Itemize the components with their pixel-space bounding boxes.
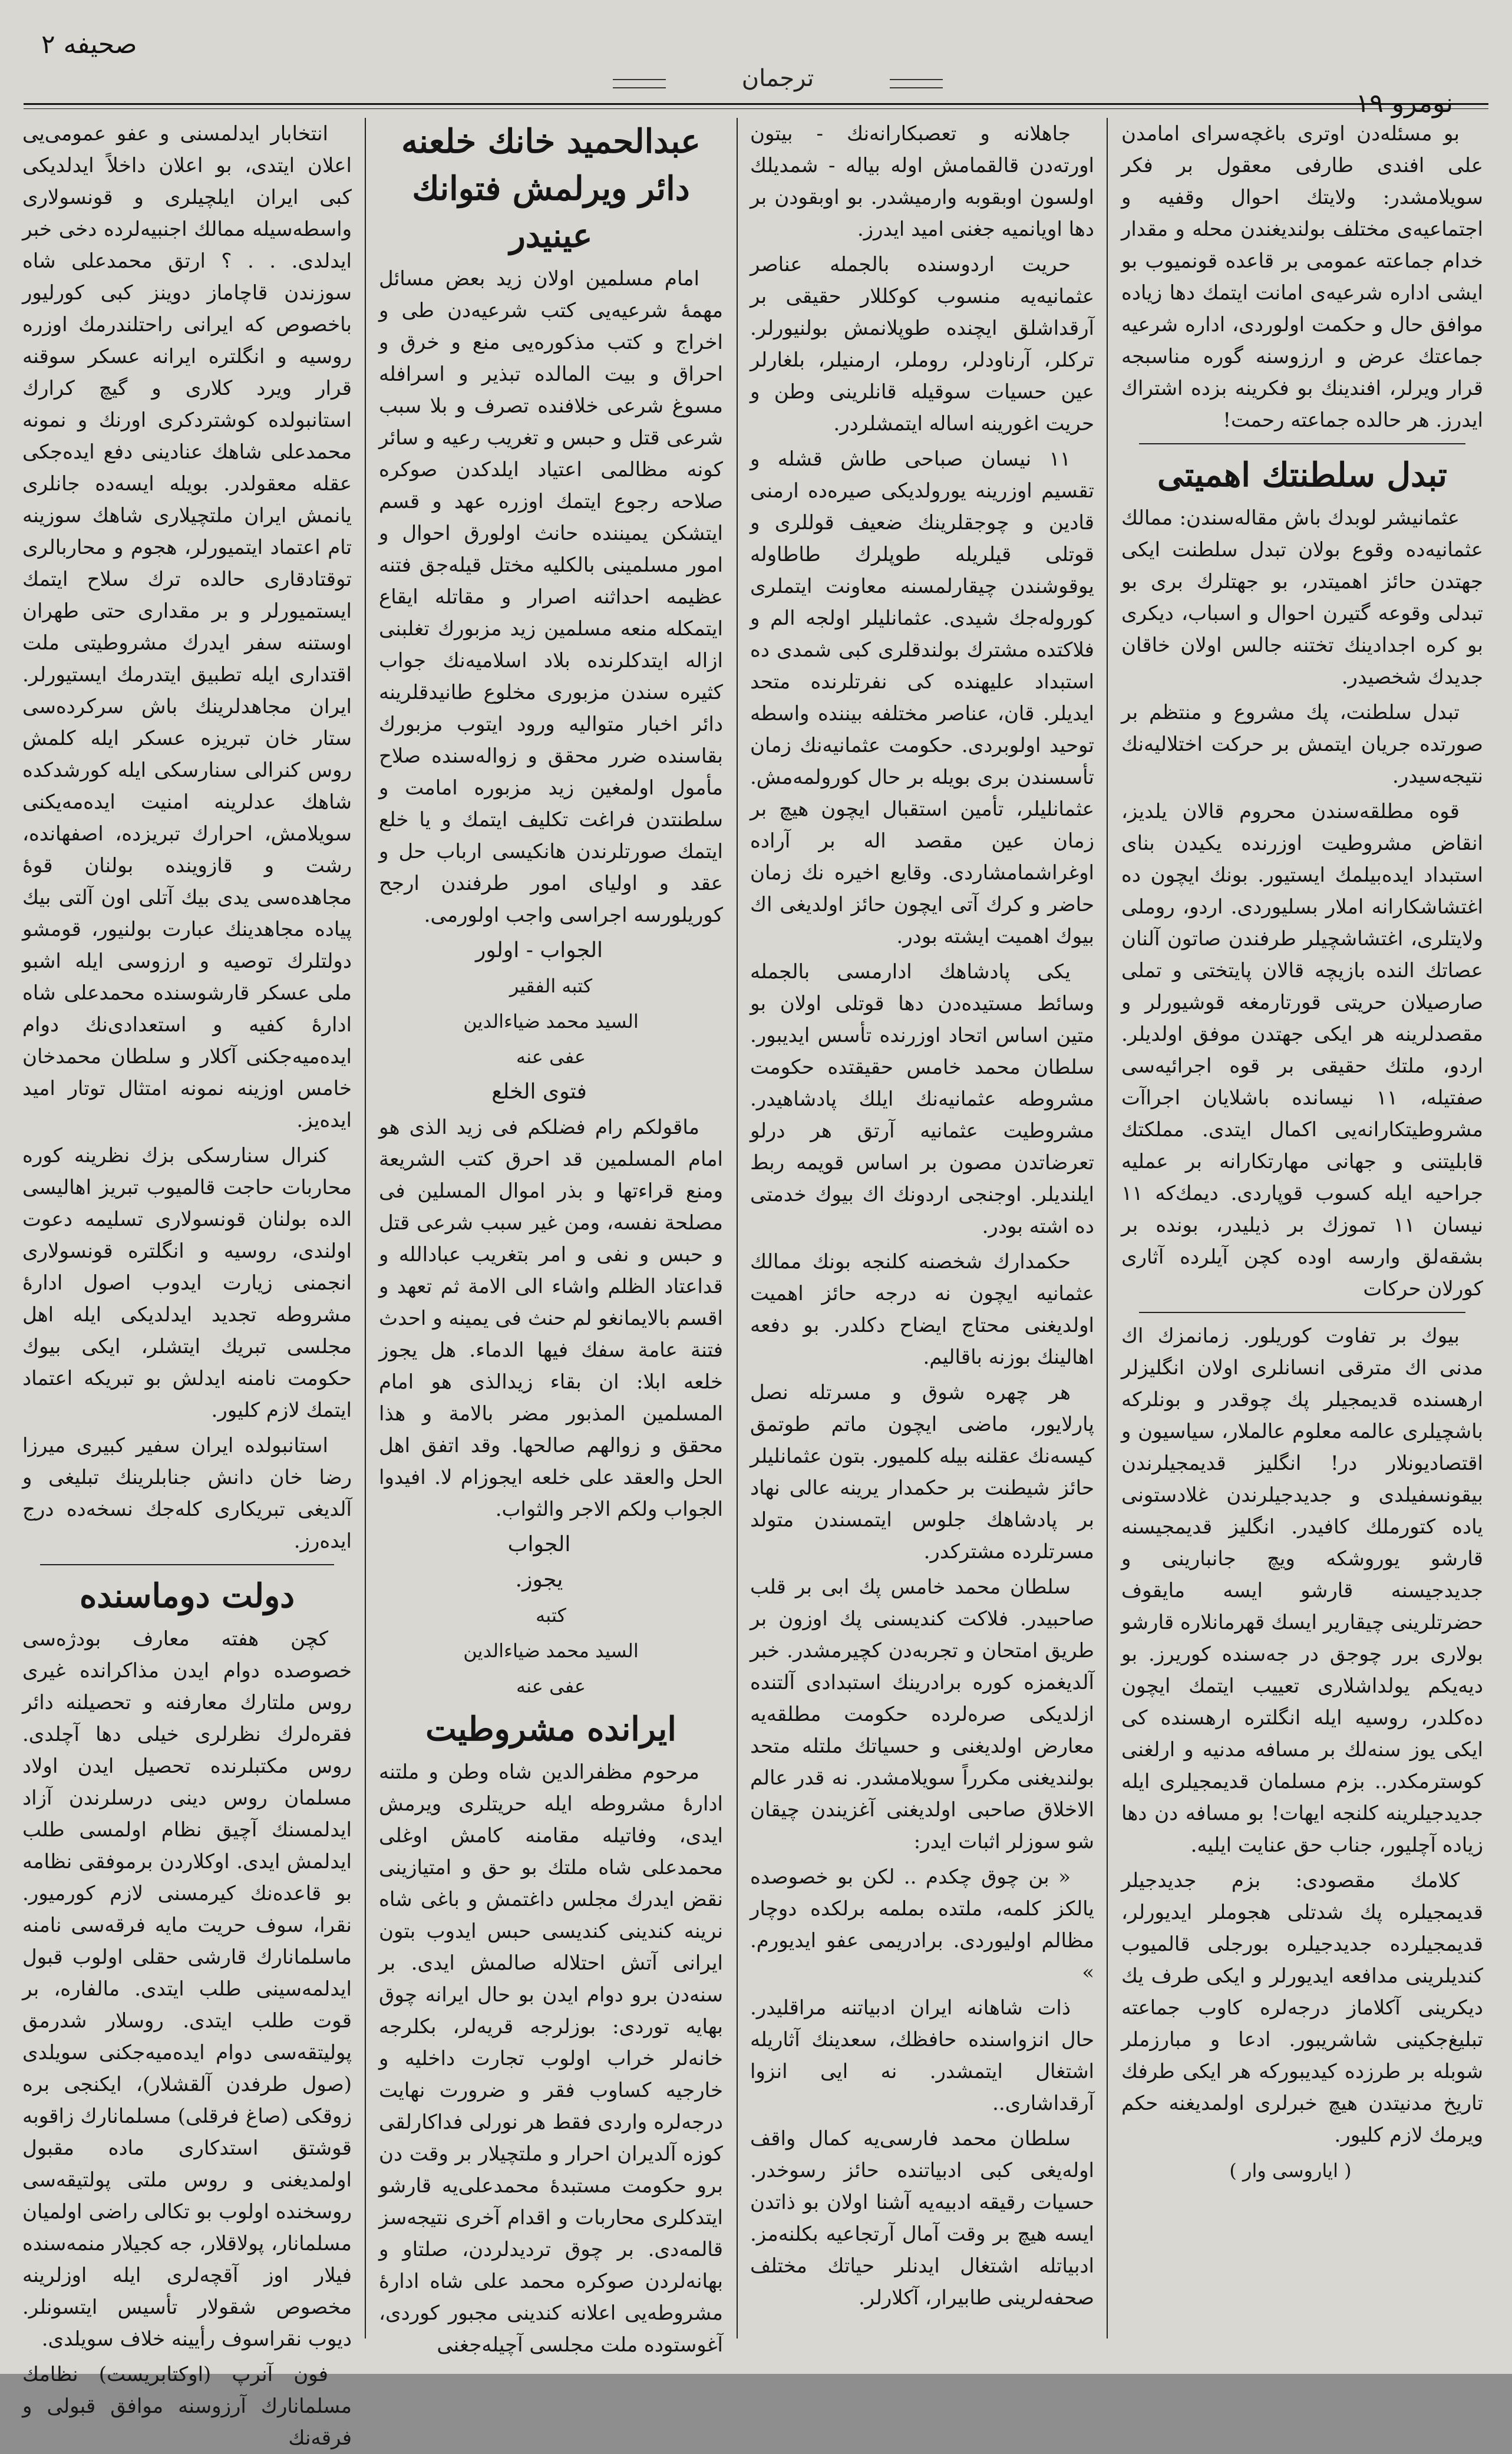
paragraph: ۱۱ نیسان صباحی طاش قشله و تقسیم اوزرینه یورولدیکی صیره‌ده ارمنی قادین و چوجقلرینك ضعیف قوللری و قوتلی قیلریله طوپلرك طاطاوله یوقوشندن چیقارلمسنه معاونت ایتملری کوروله‌جك شیدی. عثمانلیلر اولجه الم و فلاکتده مشترك بولندقلری کبی شمدی ده استبداد علیهنده کی نفرتلرنده متحد ایدیلر. قان، عناصر مختلفه بیننده واسطه توحید اولوبردی. حکومت عثمانیه‌نك زمان تأسسندن بری بویله بر حال کورولمه‌مش. عثمانلیلر، تأمین استقبال ایچون هیچ بر زمان عین مقصد اله بر آراده اوغراشمامشاردی. وقایع اخیره نك زمان حاضر و کرك آتی ایچون حائز اولدیغی اك بیوك اهمیت ایشته بودر. bbox=[750, 447, 1094, 948]
paragraph: عثمانیشر لوبدك باش مقاله‌سندن: ممالك عثمانیه‌ده وقوع بولان تبدل سلطنت ایکی جهتدن حائز اهمیتدر، بو جهتلرك بری بو تبدلی وقوعه گتیرن احوال و اسباب، دیکری بو کره اجدادینك تختنه جالس اولان خاقان جدیدك شخصیدر. bbox=[1121, 506, 1483, 689]
page-number-label: صحیفه ۲ bbox=[41, 29, 137, 60]
column-3 bbox=[368, 118, 734, 2357]
column-4 bbox=[12, 118, 362, 2450]
paragraph: قوه مطلقه‌سندن محروم قالان یلدیز، انقاض مشروطیت اوزرنده یکیدن بنای استبداد ایده‌بیلمك ایستیور. بونك ایچون ده اغتشاشکارانه املار بسلیوردی. اردو، روملی ولایتلری، اغتشاشچیلر طرفندن صاتون آلنان عصاتك النده بازیچه قالان پایتختی و تملی صارصیلان حریتی قورتارمغه قوشیورلر و مقصدلرینه هر ایکی جهتدن موفق اولدیلر. اردو، ملتك حقیقی بر قوه اجرائیه‌سی صفتیله، ۱۱ نیسانده باشلایان اجراآت مشروطیتکارانه‌یی اکمال ایتدی. مملکتك قابلیتنی و جهانی مهارتکارانه بر عملیه جراحیه ایله کسوب قوپاردی. دیمك‌که ۱۱ نیسان ۱۱ تموزك بر ذیلیدر، بونده بر بشقه‌لق وارسه اوده کچن آیلرده آثاری کورلان حرکات bbox=[1121, 800, 1483, 1301]
section-divider bbox=[1139, 443, 1465, 444]
article-title: تبدل سلطنتك اهمیتی bbox=[1157, 456, 1447, 494]
article-title: ایرانده مشروطیت bbox=[425, 1710, 676, 1749]
paragraph: تبدل سلطنت، پك مشروع و منتظم بر صورتده جریان ایتمش بر حرکت اختلالیه‌نك نتیجه‌سیدر. bbox=[1121, 701, 1483, 788]
paragraph: حکمدارك شخصنه کلنجه بونك ممالك عثمانیه ایچون نه درجه حائز اهمیت اولدیغنی محتاج ایضاح دکلدر. بو دفعه اهالینك بوزنه باقالیم. bbox=[750, 1250, 1094, 1369]
signature-block bbox=[379, 970, 723, 1073]
section-divider bbox=[40, 1564, 334, 1565]
paragraph: سلطان محمد خامس پك ابی بر قلب صاحبیدر. فلاکت کندیسنی پك اوزون بر طریق امتحان و تجربه‌دن کچیرمشدر. خبر آلدیغمزه کوره برادرینك استبدادی آلتنده ازلدیکی صره‌لرده حکومت مطلقه‌یه معارض اولدیغنی و حسیاتك ملتله متحد بولندیغنی مکرراً سویلامشدر. نه قدر عالم الاخلاق صاحبی اولدیغنی آغزیندن چیقان شو سوزلر اثبات ایدر: bbox=[750, 1575, 1094, 1853]
paragraph: کلامك مقصودی: بزم جدیدجیلر قدیمجیلره پك شدتلی هجوملر ایدیورلر، قدیمجیلرده جدیدجیلره بورجلی قالمیوب کندیلرینی مدافعه ایدیورلر و ایکی طرف یك دیکرینی آکلاماز درجه‌لره کاوب جماعته تبلیغ‌جکینی شاشریبور. ادعا و مبارزملر شوبله بر طرزده کیدیبورکه هر ایکی طرفك تاریخ مدنیتدن هیچ خبرلری اولمدیغنه حکم ویرمك لازم کلیور. bbox=[1121, 1869, 1483, 2147]
column-2 bbox=[740, 118, 1105, 2338]
newspaper-name: ترجمان bbox=[741, 65, 814, 92]
article-title: دولت دوماسنده bbox=[79, 1576, 295, 1615]
paragraph: ذات شاهانه ایران ادبیاتنه مراقلیدر. حال انزواسنده حافظك، سعدینك آثاریله اشتغال ایتمشدر. نه ایی انزوا آرقداشاری.. bbox=[750, 1996, 1094, 2115]
column-1 bbox=[1111, 118, 1494, 2338]
section-divider bbox=[1139, 1312, 1465, 1313]
paragraph: حریت اردوسنده بالجمله عناصر عثمانیه‌یه منسوب کوکللار حقیقی بر آرقداشلق ایچنده طوپلانمش بولنیورلر. ترکلر، آرناودلر، روملر، ارمنیلر، بلغارلر عین حسیات سوقیله قانلرینی وطن و حریت اغورینه اساله ایتمشلردر. bbox=[750, 253, 1094, 436]
signature-line: کتبه الفقیر bbox=[509, 975, 593, 997]
paragraph: فون آنرپ (اوکتابریست) نظامك مسلمانارك آرزوسنه موافق قبولی و فرقه‌نك bbox=[22, 2363, 352, 2450]
issue-number-label: نومرو ۱۹ bbox=[1355, 88, 1453, 118]
paragraph: امام مسلمین اولان زید بعض مسائل مهمهٔ شرعیه‌یی کتب شرعیه‌دن طی و اخراج و کتب مذکوره‌یی منع و خرق و احراق و بیت المالده تبذیر و اسرافله مسوغ شرعی خلافنده تصرف و بلا سبب شرعی قتل و حبس و تغریب رعیه و سائر کونه مظالمی اعتیاد ایلدکدن صوکره صلاحه رجوع ایتمك اوزره عهد و قسم ایتشکن یمیننده حانث اولورق احوال و امور مسلمینی بالکلیه مختل قیله‌جق فتنه عظیمه احداثنه اصرار و مقاتله ایقاع ایتمکله منعه مسلمین زید مزبورك تغلبنی ازاله ایتدکلرنده بلاد اسلامیه‌نك جواب کثیره سندن مزبوری مخلوع طانیدقلرینه دائر اخبار متوالیه ورود ایتوب مزبورك بقاسنده ضرر محقق و زواله‌سنده صلاح مأمول اولمغین زید مزبوره امامت و سلطنتدن فراغت تکلیف ایتمك و یا خلع ایتمك صورتلرندن هانکیسی ارباب حل و عقد و اولیای امور طرفندن ارجح کوریلورسه اجراسی واجب اولورمی. bbox=[379, 267, 723, 927]
paragraph: جاهلانه و تعصبکارانه‌نك - بیتون اورته‌دن قالقمامش اوله بیاله - شمدیلك اولسون اوبقوبه وارمیشدر. بو اوبقودن بر دها اویانمیه جغنی امید ایدرز. bbox=[750, 122, 1094, 241]
signature-line: کتبه bbox=[536, 1604, 566, 1627]
paragraph: ماقولکم رام فضلکم فی زید الذی هو امام المسلمین قد احرق کتب الشریعة ومنع قراءتها و بذر اموال المسلین فی مصلحة نفسه، ومن غیر سبب شرعی قتل و حبس و نفی و امر بتغریب عبادالله و قداعتاد الظلم واشاء الی الامة ثم تعهد و اقسم بالایمانغو لم حنث فی یمینه و احدث فتنة عامة سفك فیها الدماء. هل یجوز خلعه ابلا: ان بقاء زیدالذی هو امام المسلمین المذبور مضر بالامة و هذا محقق و زوالهم صالحها. وقد اتفق اهل الحل والعقد علی خلعه ایجوزام لا. افیدوا الجواب ولکم الاجر والثواب. bbox=[379, 1116, 723, 1521]
newspaper-masthead bbox=[672, 65, 884, 106]
column-divider bbox=[737, 118, 738, 2338]
signature-line: عفی عنه bbox=[516, 1045, 586, 1068]
paragraph: یکی پادشاهك ادارمسی بالجمله وسائط مستیده‌دن دها قوتلی اولان بو متین اساس اتحاد اوزرنده تأسس ایدیبور. سلطان محمد خامس حقیقتده حکومت مشروطه عثمانیه‌نك ایلك پادشاهیدر. مشروطیت عثمانیه آرتق هر درلو تعرضاتدن مصون بر اساس قویمه ربط ایلندیلر. اوجنجی اردونك اك بیوك خدمتی ده اشته بودر. bbox=[750, 960, 1094, 1238]
signature-line: السید محمد ضیاءالدین bbox=[463, 1010, 639, 1033]
paragraph: کچن هفته معارف بودژه‌سی خصوصده دوام ایدن مذاکرانده غیری روس ملتارك معارفنه و تحصیلنه دائر فقره‌لرك نظرلری خیلی دها آچلدی. روس مکتبلرنده تحصیل ایدن اولاد مسلمان روس دینی درسلرندن آزاد ایدلمسنك آچیق نظام اولمسی طلب ایدلمش ایدی. اوکلاردن برموفقی نظامه بو قاعده‌نك کیرمسنی لازم کورمیور. نقرا، سوف حریت مایه فرقه‌سی نامنه ماسلمانارك قارشی حقلی اولوب قبول ایدلمه‌سینی طلب ایتدی. مالفاره، بر قوت طلب ایتدی. روسلار شدرمق پولیتقه‌سی دوام ایده‌میه‌جکنی سویلدی (صول طرفدن آلقشلار)، ایکنجی بره زوقکی (صاغ فرقلی) مسلمانارك زاقوبه قوشتق استدکاری ماده مقبول اولمدیغنی و روس ملتی پولتیقه‌سی روسخنده اولوب بو تکالی راضی اولمیان مسلمانار، پولاقلار، جه کجیلار منمه‌سنده فیلار اوز آقچه‌لری ایله اوزلرینه مخصوص شقولار تأسیس ایتسونلر. دیوب نقراسوف رأیینه خلاف سویلدی. bbox=[22, 1627, 352, 2351]
paragraph: هر چهره شوق و مسرتله نصل پارلایور، ماضی ایچون ماتم طوتمق کیسه‌نك عقلنه بیله کلمیور. بتون عثمانلیلر حائز شیطنت بر حکمدار یرینه عالی نهاد بر پادشاهك جلوس ایتمسندن متولد مسرتلرده مشترکدر. bbox=[750, 1381, 1094, 1564]
fatwa-answer: الجواب bbox=[507, 1532, 571, 1556]
masthead-ornament-right bbox=[890, 79, 943, 88]
quote-paragraph: « بن چوق چکدم .. لکن بو خصوصده یالکز کلمه، ملتده بملمه برلکده دوچار مظالم اولیوردی. برادریمی عفو ایدیورم. » bbox=[750, 1865, 1094, 1984]
paragraph: کنرال سنارسکی بزك نظرینه کوره محاربات حاجت قالمیوب تبریز اهالیسی الده بولنان قونسولاری تسلیمه دعوت اولندی، روسیه و انگلتره قونسولاری انجمنی زیارت ایدوب اصول ادارهٔ مشروطه تجدید ایدلدیکی ایله اهل مجلسی تبریك ایتشلر، ایکی بیوك حکومت نامنه ایدلش بو تبریکه اعتماد ایتمك لازم کلیور. bbox=[22, 1144, 352, 1422]
header-rule bbox=[24, 103, 1488, 109]
paragraph: مرحوم مظفرالدین شاه وطن و ملتنه ادارهٔ مشروطه ایله حریتلری ویرمش ایدی، وفاتیله مقامنه کامش اوغلی محمدعلی شاه ملتك بو حق و امتیازینی نقض ایدرك مجلس داغتمش و باغی شاه نرینه کندینی کندیسی حبس ایدوب بتون ایرانی آتش احتلاله صالمش ایدی. بر سنه‌دن برو دوام ایدن بو حال ایرانه چوق بهایه توردی: بوزلرجه قریه‌لر، بکلرجه خانه‌لر خراب اولوب تجارت داخلیه و خارجیه کساوب فقر و ضرورت نهایت درجه‌لره واردی فقط هر نورلی فداکارلقی کوزه آلدیران احرار و ملتچیلار بر وقت دن برو حکومت مستبدهٔ محمدعلی‌یه قارشو ایتدکلری محاربات و اقدام آخری نتیجه‌سز قالمه‌دی. بر چوق تردیدلردن، صلتاو و بهانه‌لردن صوکره محمد علی شاه ادارهٔ مشروطه‌یی اعلانه کندینی مجبور کوردی، آغوستوده ملت مجلسی آچیله‌جغنی bbox=[379, 1760, 723, 2357]
column-divider bbox=[365, 118, 366, 2338]
paragraph: بو مسئله‌دن اوتری باغچه‌سرای امامدن علی افندی طارفی معقول بر فکر سویلامشدر: ولایتك احوال وقفیه و اجتماعیه‌ی مختلف بولندیغندن محله و مقدار خدام جماعته عمومی بر قاعده قونمیوب بو ایشی اداره شرعیه‌ی امانت ایتمك دها زیاده موافق حال و حکمت اولوردی، اداره شرعیه جماعتك عرض و ارزوسنه گوره مناسبجه قرار ویرلر، افندینك بو فکرینه بزده اشتراك ایدرز. هر حالده جماعته رحمت! bbox=[1121, 122, 1483, 432]
signature-line: عفی عنه bbox=[516, 1675, 586, 1697]
fatwa-answer-text: یجوز. bbox=[515, 1568, 563, 1592]
signature-line: السید محمد ضیاءالدین bbox=[463, 1640, 639, 1662]
continued-note: ( ایاروسی وار ) bbox=[1229, 2159, 1352, 2182]
page-header bbox=[24, 12, 1488, 118]
fatwa-answer: الجواب - اولور bbox=[475, 938, 603, 962]
signature-block bbox=[379, 1599, 723, 1702]
column-divider bbox=[1107, 118, 1108, 2338]
paragraph: سلطان محمد فارسی‌یه کمال واقف اوله‌یغی کبی ادبیاتنده حائز رسوخدر. حسیات رقیقه ادبیه‌یه آشنا اولان بو ذاتدن ایسه هیچ بر وقت آمال آرتجاعیه بکلنه‌مز. ادبیاتله اشتغال ایدنلر حیاتك مختلف صحفه‌لرینی طابیرار، آکلارلر. bbox=[750, 2127, 1094, 2310]
article-title: عبدالحمید خانك خلعنه دائر ویرلمش فتوانك عینیدر bbox=[401, 122, 701, 255]
paragraph: بیوك بر تفاوت کوریلور. زمانمزك اك مدنی اك مترقی انسانلری اولان انگلیزلر ارهسنده قدیمجیلر پك چوقدر و بونلرکه باشچیلری عالمه معلوم عالملار، سیاسیون و اقتصادیونلار در! انگلیز قدیمجیلرندن بیقونسفیلدی و جدیدجیلرندن غلادستونی یاده کتورملك کافیدر. انگلیز قدیمجیسنه قارشو یوروشکه ویچ جانبارینی و جدیدجیسنه قارشو ایسه مایقوف حضرتلرینی چیقاریر ایسك قهرمانلاره قارشو بولاری برر چوجق در جه‌سنده کوریرز. بو دیه‌یکم یولداشلاری تعییب ایتمك ایچون ده‌کلدر، روسیه ایله انگلتره ارهسنده کی ایکی یوز سنه‌لك بر مسافه مدنیه و ارلغنی کوسترمکدر.. بزم مسلمان قدیمجیلری ایله جدیدجیلرینه کلنجه ایهات! بو مسافه دن دها زیاده آچلیور، جناب حق عنایت ایلیه. bbox=[1121, 1324, 1483, 1857]
paragraph: استانبولده ایران سفیر کبیری میرزا رضا خان دانش جنابلرینك تبلیغی و آلدیغی تبریکاری کله‌جك نسخه‌ده درج ایده‌رز. bbox=[22, 1434, 352, 1553]
paragraph: انتخابار ایدلمسنی و عفو عمومی‌یی اعلان ایتدی، بو اعلان داخلاً ایدلدیکی کبی ایران ایلچیلری و قونسولاری واسطه‌سیله ممالك اجنبیه‌لرده دخی خبر ایدلدی. . . ؟ ارتق محمدعلی شاه سوزندن قاچاماز دوینز کبی کورلیور باخصوص که ایرانی راحتلندرمك اوزره روسیه و انگلتره ایرانه عسکر سوقنه قرار ویرد کلاری و گیچ کرارك استانبولده کوشتردکری اورنك و نمونه محمدعلی شاهك عنادینی دفع ایده‌جکی عقله معقولدر. بویله ایسه‌ده جانلری یانمش ایران ملتچیلاری شاهك سوزینه تام اعتماد ایتمیورلر، هجوم و محاربالری توقتادقاری حالده ترك سلاح ایتمك ایستمیورلر و بر مقداری حتی طهران اوستنه سفر ایدرك مشروطیتی ملت اقتداری ایله تطبیق ایتدرمك ایستیورلر. ایران مجاهدلرینك باش سرکرده‌سی ستار خان تبریزه عسکر ایله کلمش روس کنرالی سنارسکی ایله کورشدکده شاهك عدلرینه امنیت ایده‌مه‌یکنی سویلامش، احرارك تبریزده، اصفهانده، رشت و قازوینده بولنان قوهٔ مجاهده‌سی یدی بیك آتلی اون آلتی بیك پیاده مجاهدینك عبارت بولنیور، قومشو دولتلرك توصیه و ارزوسی ایله اشبو ملی عسکر قارشوسنده محمدعلی شاه ادارهٔ کفیه و استعدادی‌نك دوام ایده‌میه‌جکنی آکلار و سلطان محمدخان خامس اوزینه نمونه امتثال توتار امید ایده‌یز. bbox=[22, 122, 352, 1132]
fatwa-subtitle: فتوی الخلع bbox=[491, 1080, 587, 1104]
masthead-ornament-left bbox=[613, 79, 666, 88]
